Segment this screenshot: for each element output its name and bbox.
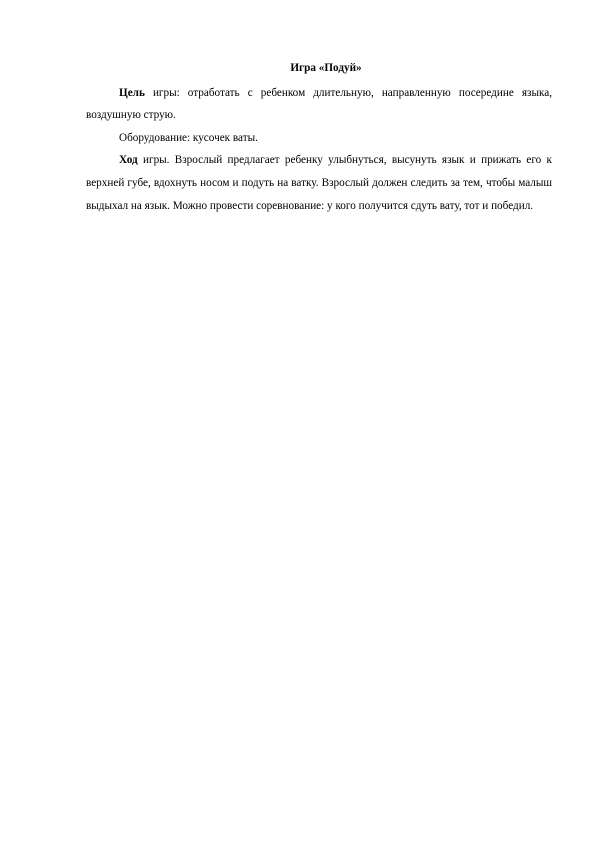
- paragraph-procedure-lead: Ход: [119, 154, 138, 167]
- paragraph-goal-text: игры: отработать с ребенком длительную, направленную посередине языка, воздушную струю.: [86, 86, 552, 122]
- paragraph-goal: [86, 82, 552, 127]
- paragraph-procedure: [86, 149, 552, 217]
- document-title: Игра «Подуй»: [290, 62, 362, 74]
- paragraph-equipment-text: Оборудование: кусочек ваты.: [119, 131, 258, 144]
- paragraph-goal-lead: Цель: [119, 86, 145, 99]
- paragraph-procedure-text: игры. Взрослый предлагает ребенку улыбнуться, высунуть язык и прижать его к верхней губе, вдохнуть носом и подуть на ватку. Взрослый должен следить за тем, чтобы малыш выдыхал на язык. Можно провести соревнование: у кого получится сдуть вату, тот и победил.: [86, 154, 552, 212]
- paragraph-equipment: [86, 127, 552, 150]
- document-body: [86, 57, 552, 217]
